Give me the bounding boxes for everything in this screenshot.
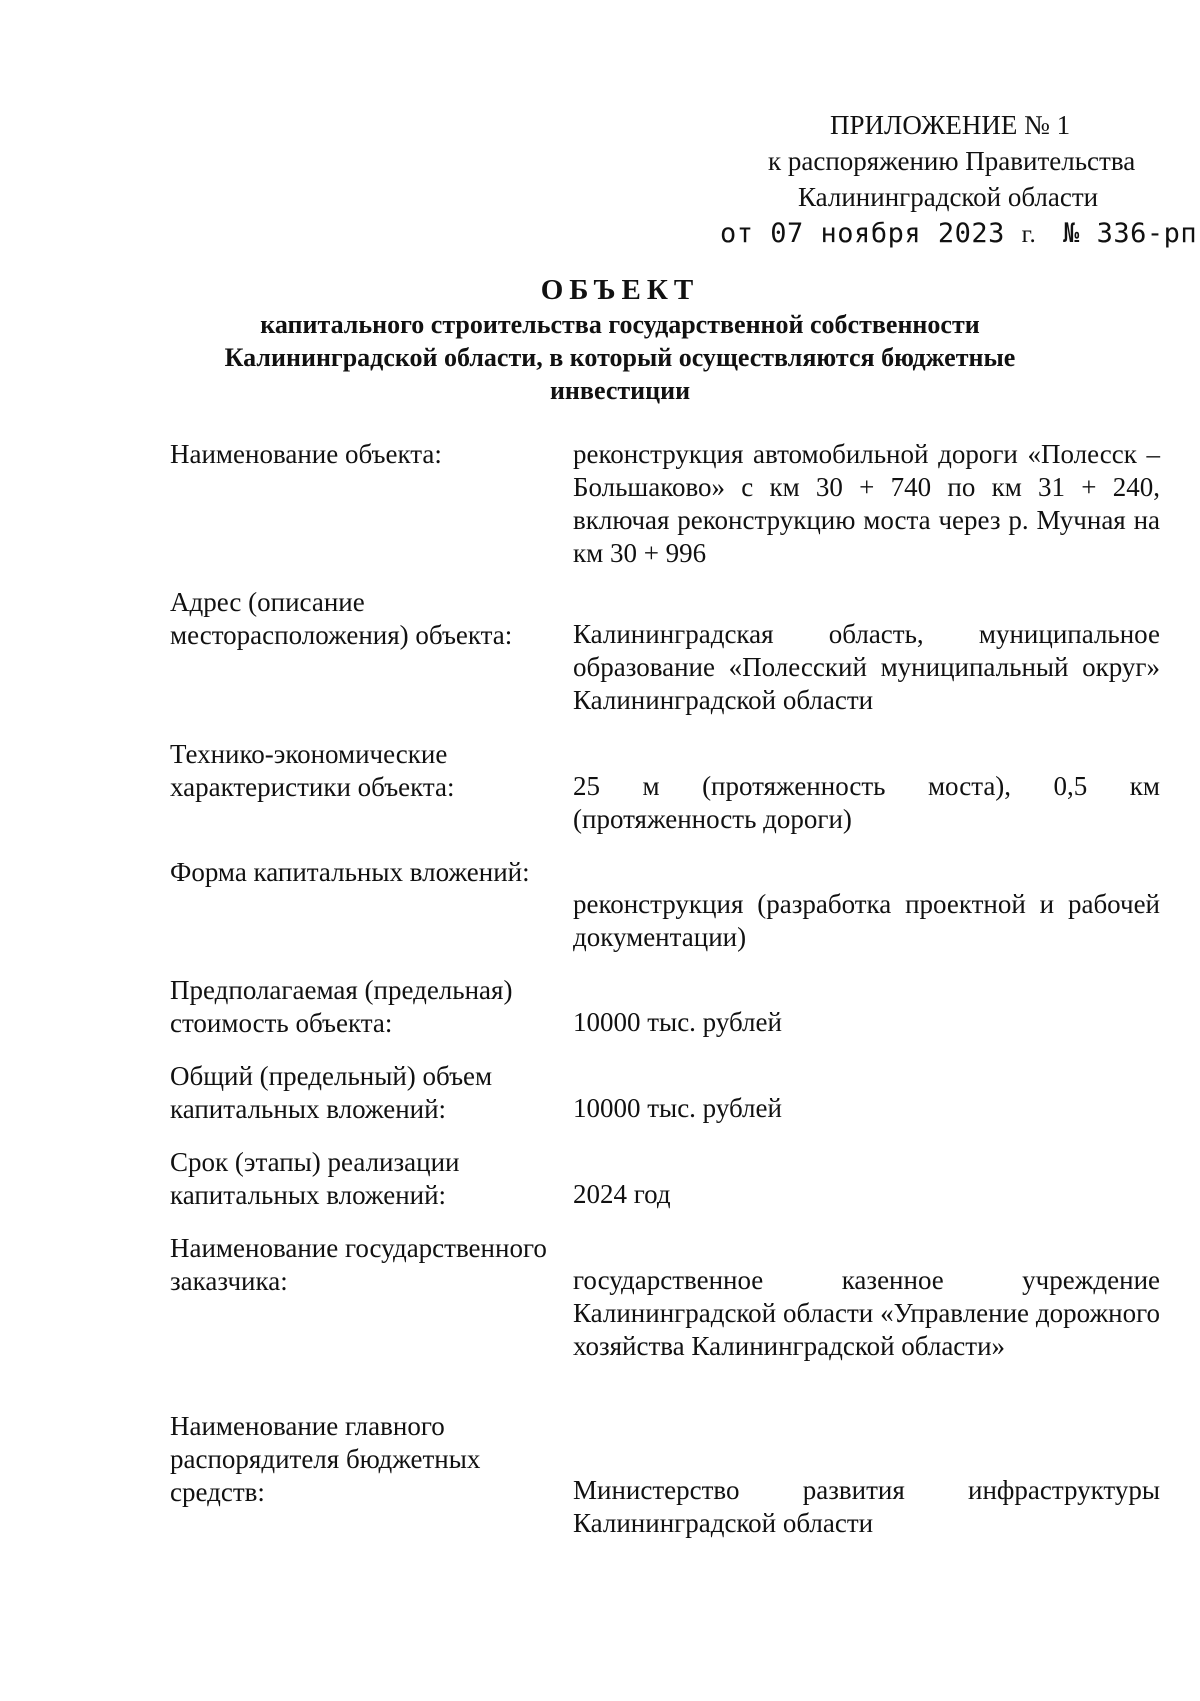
field-value: реконструкция автомобильной дороги «Полесск – Большаково» с км 30 + 740 по км 31 + 240, включая реконструкцию моста через р. Мучная на км 30 + 996 xyxy=(573,439,1160,568)
appendix-date-line xyxy=(720,216,1197,252)
appendix-to-order: к распоряжению Правительства xyxy=(768,146,1136,176)
appendix-region: Калининградской области xyxy=(798,182,1099,212)
document-title: ОБЪЕКТ xyxy=(540,274,700,306)
field-label: Наименование государственного заказчика: xyxy=(170,1233,547,1296)
date-value: 07 ноября 2023 xyxy=(770,218,1005,249)
field-label: Технико-экономические характеристики объекта: xyxy=(170,739,455,802)
field-value: 2024 год xyxy=(573,1179,671,1209)
field-value: реконструкция (разработка проектной и рабочей документации) xyxy=(573,889,1160,952)
field-label: Общий (предельный) объем капитальных вложений: xyxy=(170,1061,493,1124)
appendix-title: ПРИЛОЖЕНИЕ № 1 xyxy=(830,110,1071,140)
field-value: Министерство развития инфраструктуры Калининградской области xyxy=(573,1475,1160,1538)
field-label: Наименование главного распорядителя бюджетных средств: xyxy=(170,1411,481,1507)
field-label: Наименование объекта: xyxy=(170,439,442,469)
field-label: Форма капитальных вложений: xyxy=(170,857,530,887)
order-number: № 336-рп xyxy=(1063,218,1198,249)
field-value: 10000 тыс. рублей xyxy=(573,1007,782,1037)
field-label: Предполагаемая (предельная) стоимость объекта: xyxy=(170,975,513,1038)
field-value: 25 м (протяженность моста), 0,5 км (протяженность дороги) xyxy=(573,771,1160,834)
date-prefix: от xyxy=(720,218,754,249)
document-heading xyxy=(140,272,1100,407)
field-value: Калининградская область, муниципальное образование «Полесский муниципальный округ» Калининградской области xyxy=(573,619,1160,715)
field-label: Адрес (описание месторасположения) объекта: xyxy=(170,587,513,650)
field-label: Срок (этапы) реализации капитальных вложений: xyxy=(170,1147,460,1210)
date-suffix: г. xyxy=(1021,221,1037,248)
field-value: 10000 тыс. рублей xyxy=(573,1093,782,1123)
document-subtitle: капитального строительства государственной собственности Калининградской области, в который осуществляются бюджетные инвестиции xyxy=(224,310,1016,405)
field-value: государственное казенное учреждение Калининградской области «Управление дорожного хозяйства Калининградской области» xyxy=(573,1265,1160,1361)
